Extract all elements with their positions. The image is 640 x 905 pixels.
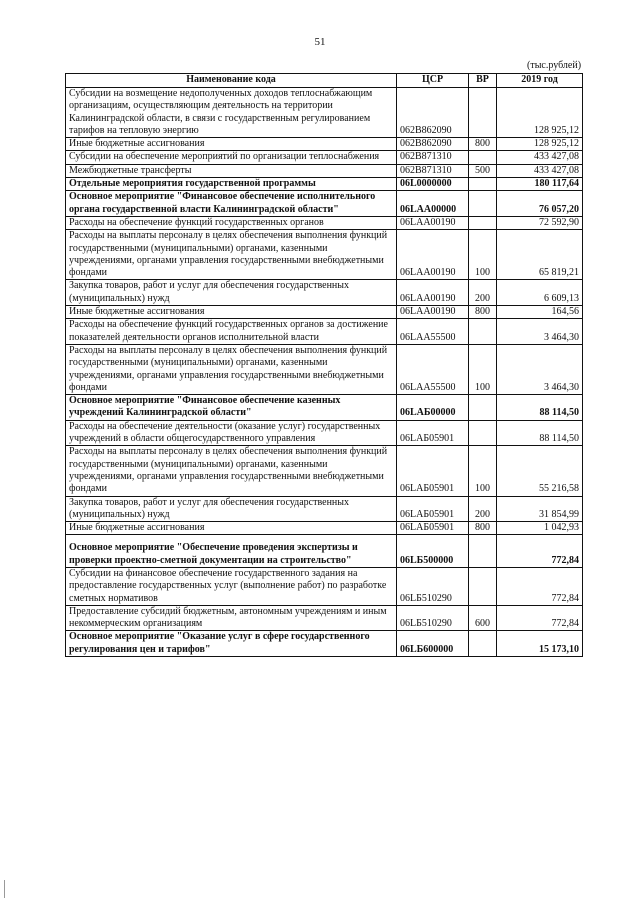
row-code: 06LБ510290	[397, 605, 469, 631]
row-code: 06LАА00000	[397, 191, 469, 217]
row-name: Субсидии на возмещение недополученных доходов теплоснабжающим организациям, осуществляющим деятельность на территории Калининградской области, в связи с государственным регулированием тарифов на тепловую энергию	[66, 88, 397, 138]
row-vr	[469, 395, 497, 421]
row-name: Основное мероприятие "Финансовое обеспечение казенных учреждений Калининградской области"	[66, 395, 397, 421]
row-name: Расходы на обеспечение деятельности (оказание услуг) государственных учреждений в области общегосударственного управления	[66, 420, 397, 446]
row-vr: 200	[469, 496, 497, 522]
table-row	[66, 230, 583, 280]
table-row	[66, 344, 583, 394]
row-name: Межбюджетные трансферты	[66, 164, 397, 177]
row-sum: 772,84	[497, 567, 583, 605]
row-sum: 433 427,08	[497, 151, 583, 164]
table-row	[66, 496, 583, 522]
row-vr	[469, 567, 497, 605]
row-sum: 55 216,58	[497, 446, 583, 496]
row-vr	[469, 88, 497, 138]
table-row	[66, 191, 583, 217]
row-name: Отдельные мероприятия государственной программы	[66, 178, 397, 191]
table-row	[66, 88, 583, 138]
table-row	[66, 631, 583, 657]
table-row	[66, 178, 583, 191]
table-row	[66, 420, 583, 446]
table-row	[66, 605, 583, 631]
row-name: Основное мероприятие "Оказание услуг в сфере государственного регулирования цен и тарифов"	[66, 631, 397, 657]
table-row	[66, 280, 583, 306]
table-row	[66, 306, 583, 319]
row-sum: 15 173,10	[497, 631, 583, 657]
row-vr: 600	[469, 605, 497, 631]
page-number: 51	[314, 36, 326, 48]
budget-table	[65, 73, 583, 657]
row-name: Расходы на обеспечение функций государственных органов	[66, 216, 397, 229]
row-vr: 100	[469, 230, 497, 280]
row-name: Расходы на выплаты персоналу в целях обеспечения выполнения функций государственными (муниципальными) органами, казенными учреждениями, органами управления государственными внебюджетными фондами	[66, 230, 397, 280]
row-vr: 200	[469, 280, 497, 306]
row-code: 06LАА00190	[397, 280, 469, 306]
row-vr: 800	[469, 306, 497, 319]
table-row	[66, 216, 583, 229]
row-code: 062В862090	[397, 138, 469, 151]
row-code: 06LАБ05901	[397, 496, 469, 522]
row-name: Расходы на выплаты персоналу в целях обеспечения выполнения функций государственными (муниципальными) органами, казенными учреждениями, органами управления государственными внебюджетными фондами	[66, 344, 397, 394]
row-sum: 164,56	[497, 306, 583, 319]
row-vr: 800	[469, 522, 497, 535]
header-year: 2019 год	[497, 74, 583, 88]
table-row	[66, 446, 583, 496]
row-code: 062В871310	[397, 164, 469, 177]
row-sum: 1 042,93	[497, 522, 583, 535]
row-name: Основное мероприятие "Финансовое обеспечение исполнительного органа государственной власти Калининградской области"	[66, 191, 397, 217]
unit-note: (тыс.рублей)	[527, 60, 582, 71]
table-row	[66, 319, 583, 345]
row-sum: 72 592,90	[497, 216, 583, 229]
row-code: 06LАА00190	[397, 306, 469, 319]
row-name: Субсидии на обеспечение мероприятий по организации теплоснабжения	[66, 151, 397, 164]
row-sum: 3 464,30	[497, 344, 583, 394]
row-code: 06LБ510290	[397, 567, 469, 605]
row-vr: 800	[469, 138, 497, 151]
row-sum: 31 854,99	[497, 496, 583, 522]
row-name: Основное мероприятие "Обеспечение проведения экспертизы и проверки проектно-сметной документации на строительство"	[66, 535, 397, 568]
row-sum: 128 925,12	[497, 88, 583, 138]
row-code: 06L0000000	[397, 178, 469, 191]
row-sum: 88 114,50	[497, 420, 583, 446]
table-body	[66, 88, 583, 657]
row-sum: 65 819,21	[497, 230, 583, 280]
row-code: 06LАБ00000	[397, 395, 469, 421]
row-code: 06LБ500000	[397, 535, 469, 568]
row-vr: 100	[469, 344, 497, 394]
header-vr: ВР	[469, 74, 497, 88]
row-sum: 88 114,50	[497, 395, 583, 421]
row-sum: 6 609,13	[497, 280, 583, 306]
row-vr: 500	[469, 164, 497, 177]
row-code: 06LАА00190	[397, 230, 469, 280]
row-name: Расходы на обеспечение функций государственных органов за достижение показателей деятельности органов исполнительной власти	[66, 319, 397, 345]
row-code: 062В871310	[397, 151, 469, 164]
row-sum: 128 925,12	[497, 138, 583, 151]
table-row	[66, 395, 583, 421]
row-name: Субсидии на финансовое обеспечение государственного задания на предоставление государственных услуг (выполнение работ) по разработке сметных нормативов	[66, 567, 397, 605]
table-row	[66, 535, 583, 568]
row-sum: 76 057,20	[497, 191, 583, 217]
table-row	[66, 138, 583, 151]
row-sum: 433 427,08	[497, 164, 583, 177]
row-vr	[469, 191, 497, 217]
row-sum: 772,84	[497, 535, 583, 568]
row-vr	[469, 216, 497, 229]
table-header-row	[66, 74, 583, 88]
row-vr	[469, 178, 497, 191]
row-vr	[469, 631, 497, 657]
row-code: 06LАБ05901	[397, 522, 469, 535]
row-vr: 100	[469, 446, 497, 496]
row-vr	[469, 420, 497, 446]
header-name: Наименование кода	[66, 74, 397, 88]
table-row	[66, 164, 583, 177]
table-row	[66, 522, 583, 535]
row-code: 06LАА00190	[397, 216, 469, 229]
row-sum: 180 117,64	[497, 178, 583, 191]
row-name: Предоставление субсидий бюджетным, автономным учреждениям и иным некоммерческим организациям	[66, 605, 397, 631]
row-code: 06LАБ05901	[397, 420, 469, 446]
margin-mark	[4, 880, 5, 898]
row-code: 06LБ600000	[397, 631, 469, 657]
row-code: 06LАА55500	[397, 344, 469, 394]
row-code: 06LАА55500	[397, 319, 469, 345]
row-code: 062В862090	[397, 88, 469, 138]
row-vr	[469, 535, 497, 568]
row-code: 06LАБ05901	[397, 446, 469, 496]
row-vr	[469, 151, 497, 164]
row-name: Закупка товаров, работ и услуг для обеспечения государственных (муниципальных) нужд	[66, 280, 397, 306]
row-vr	[469, 319, 497, 345]
table-row	[66, 151, 583, 164]
row-name: Расходы на выплаты персоналу в целях обеспечения выполнения функций государственными (муниципальными) органами, казенными учреждениями, органами управления государственными внебюджетными фондами	[66, 446, 397, 496]
row-name: Иные бюджетные ассигнования	[66, 138, 397, 151]
row-name: Закупка товаров, работ и услуг для обеспечения государственных (муниципальных) нужд	[66, 496, 397, 522]
table-row	[66, 567, 583, 605]
header-csr: ЦСР	[397, 74, 469, 88]
row-sum: 3 464,30	[497, 319, 583, 345]
row-sum: 772,84	[497, 605, 583, 631]
row-name: Иные бюджетные ассигнования	[66, 522, 397, 535]
row-name: Иные бюджетные ассигнования	[66, 306, 397, 319]
